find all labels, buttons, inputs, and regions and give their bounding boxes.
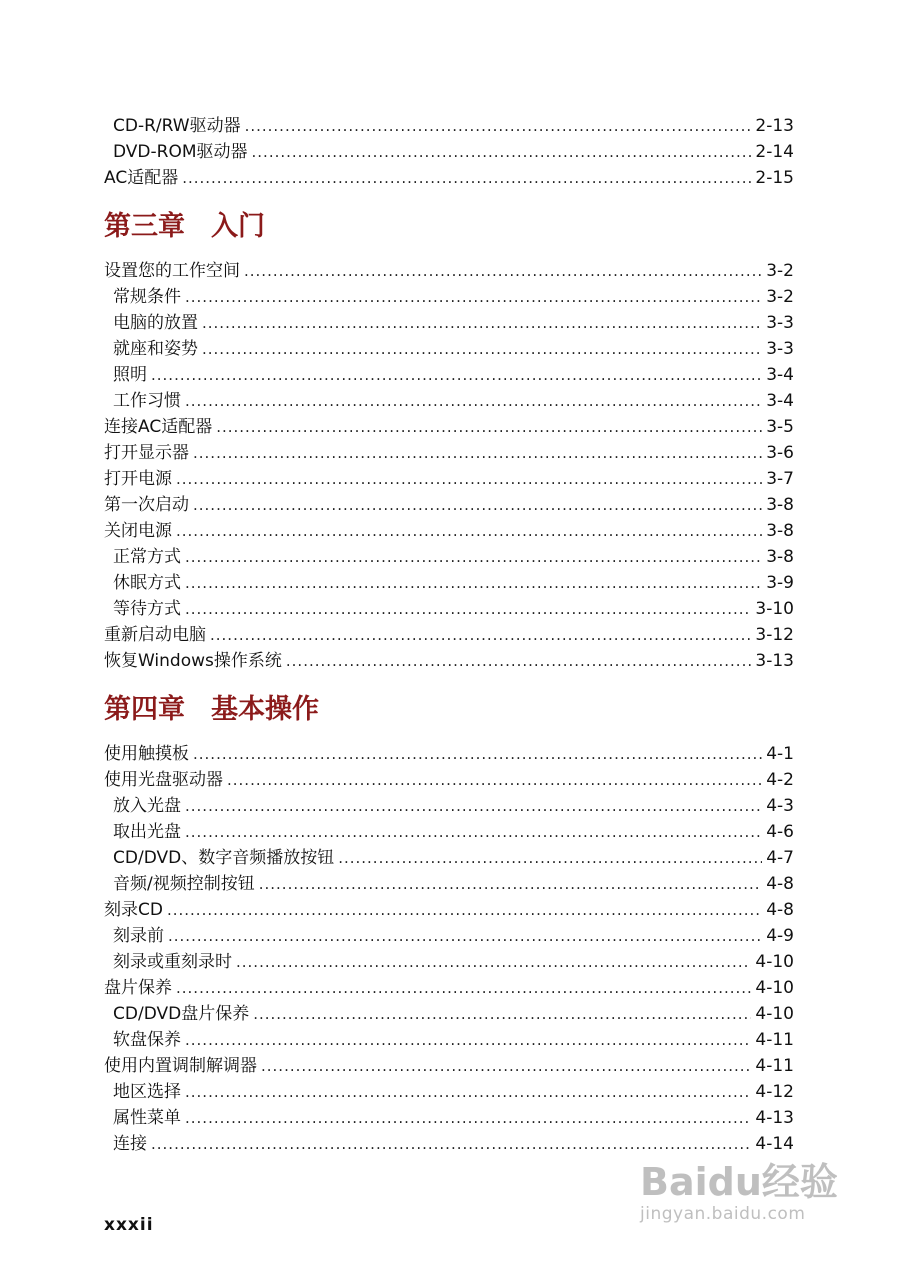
entry-page-number: 4-2 [766,770,794,790]
entry-page-number: 3-5 [766,417,794,437]
entry-label: 刻录前 [113,926,164,946]
dot-leader [176,518,762,544]
toc-entry[interactable] [104,897,794,923]
toc-subentry[interactable] [104,1079,794,1105]
entry-page-number: 4-8 [766,874,794,894]
dot-leader [259,871,762,897]
toc-subentry[interactable] [104,793,794,819]
toc-subentry[interactable] [104,139,794,165]
toc-entry[interactable] [104,622,794,648]
dot-leader [185,284,762,310]
entry-label: 等待方式 [113,599,181,619]
entry-label: 第一次启动 [104,495,189,515]
entry-label: 关闭电源 [104,521,172,541]
entry-label: 工作习惯 [113,391,181,411]
entry-page-number: 3-8 [766,547,794,567]
entry-page-number: 3-12 [755,625,794,645]
dot-leader [185,570,762,596]
toc-subentry[interactable] [104,544,794,570]
entry-page-number: 2-15 [755,168,794,188]
dot-leader [202,336,762,362]
dot-leader [193,492,762,518]
entry-label: 地区选择 [113,1082,181,1102]
entry-label: 连接 [113,1134,147,1154]
entry-label: 打开电源 [104,469,172,489]
toc-subentry[interactable] [104,923,794,949]
toc-subentry[interactable] [104,310,794,336]
toc-entry[interactable] [104,414,794,440]
entry-page-number: 4-10 [755,1004,794,1024]
entry-page-number: 4-11 [755,1056,794,1076]
entry-page-number: 3-10 [755,599,794,619]
entry-label: 正常方式 [113,547,181,567]
entry-page-number: 3-8 [766,521,794,541]
entry-label: 电脑的放置 [113,313,198,333]
entry-page-number: 3-2 [766,287,794,307]
entry-page-number: 3-7 [766,469,794,489]
chapter-heading [104,207,794,247]
dot-leader [210,622,751,648]
dot-leader [185,793,762,819]
dot-leader [185,1027,751,1053]
entry-label: AC适配器 [104,168,179,188]
toc-entry[interactable] [104,741,794,767]
entry-label: 连接AC适配器 [104,417,213,437]
toc-subentry[interactable] [104,1105,794,1131]
toc-subentry[interactable] [104,871,794,897]
entry-page-number: 3-9 [766,573,794,593]
entry-page-number: 3-4 [766,365,794,385]
entry-label: 取出光盘 [113,822,181,842]
entry-label: 常规条件 [113,287,181,307]
entry-label: 重新启动电脑 [104,625,206,645]
entry-label: CD/DVD盘片保养 [113,1004,250,1024]
toc-subentry[interactable] [104,819,794,845]
entry-label: 使用光盘驱动器 [104,770,223,790]
toc-subentry[interactable] [104,284,794,310]
entry-page-number: 4-11 [755,1030,794,1050]
dot-leader [151,1131,751,1157]
entry-label: 照明 [113,365,147,385]
entry-page-number: 2-14 [755,142,794,162]
toc-entry[interactable] [104,492,794,518]
toc-subentry[interactable] [104,336,794,362]
entry-page-number: 4-10 [755,952,794,972]
entry-page-number: 3-13 [755,651,794,671]
dot-leader [151,362,762,388]
dot-leader [261,1053,751,1079]
toc-entry[interactable] [104,975,794,1001]
toc-subentry[interactable] [104,1001,794,1027]
entry-label: 设置您的工作空间 [104,261,240,281]
dot-leader [286,648,752,674]
dot-leader [167,897,762,923]
toc-entry[interactable] [104,518,794,544]
watermark-logo: Baidu经验 [640,1160,838,1204]
toc-entry[interactable] [104,258,794,284]
entry-page-number: 4-14 [755,1134,794,1154]
entry-page-number: 3-3 [766,339,794,359]
dot-leader [253,1001,751,1027]
entry-page-number: 3-2 [766,261,794,281]
entry-page-number: 3-4 [766,391,794,411]
entry-page-number: 3-3 [766,313,794,333]
entry-label: 恢复Windows操作系统 [104,651,282,671]
watermark-url: jingyan.baidu.com [640,1204,806,1224]
entry-label: 属性菜单 [113,1108,181,1128]
dot-leader [193,741,762,767]
entry-label: 放入光盘 [113,796,181,816]
dot-leader [244,258,762,284]
dot-leader [193,440,762,466]
chapter-number: 第四章 [104,694,185,725]
entry-label: 就座和姿势 [113,339,198,359]
entry-page-number: 4-3 [766,796,794,816]
toc-subentry[interactable] [104,388,794,414]
toc-subentry[interactable] [104,845,794,871]
entry-label: 刻录CD [104,900,163,920]
entry-label: 刻录或重刻录时 [113,952,232,972]
dot-leader [185,819,762,845]
entry-page-number: 4-10 [755,978,794,998]
toc-entry[interactable] [104,648,794,674]
chapter-title: 基本操作 [211,694,319,725]
entry-page-number: 4-1 [766,744,794,764]
entry-page-number: 3-6 [766,443,794,463]
entry-label: 休眠方式 [113,573,181,593]
entry-page-number: 4-12 [755,1082,794,1102]
table-of-contents [104,113,794,1157]
dot-leader [338,845,762,871]
dot-leader [185,1105,751,1131]
toc-subentry[interactable] [104,1131,794,1157]
dot-leader [182,165,751,191]
toc-subentry[interactable] [104,362,794,388]
entry-page-number: 4-6 [766,822,794,842]
dot-leader [185,1079,751,1105]
dot-leader [176,466,762,492]
dot-leader [185,388,762,414]
entry-page-number: 4-13 [755,1108,794,1128]
entry-page-number: 4-8 [766,900,794,920]
entry-label: 使用内置调制解调器 [104,1056,257,1076]
dot-leader [245,113,752,139]
page-number: xxxii [104,1215,154,1235]
toc-entry[interactable] [104,767,794,793]
dot-leader [227,767,762,793]
dot-leader [185,544,762,570]
entry-page-number: 2-13 [755,116,794,136]
toc-subentry[interactable] [104,113,794,139]
entry-label: 盘片保养 [104,978,172,998]
toc-subentry[interactable] [104,570,794,596]
toc-subentry[interactable] [104,1027,794,1053]
entry-page-number: 4-7 [766,848,794,868]
entry-label: DVD-ROM驱动器 [113,142,248,162]
dot-leader [176,975,751,1001]
chapter-title: 入门 [211,211,265,242]
toc-subentry[interactable] [104,949,794,975]
dot-leader [216,414,762,440]
toc-entry[interactable] [104,440,794,466]
dot-leader [202,310,762,336]
dot-leader [236,949,751,975]
entry-page-number: 3-8 [766,495,794,515]
baidu-watermark [640,1160,850,1240]
entry-label: 打开显示器 [104,443,189,463]
chapter-number: 第三章 [104,211,185,242]
entry-label: CD/DVD、数字音频播放按钮 [113,848,335,868]
dot-leader [185,596,751,622]
toc-entry[interactable] [104,1053,794,1079]
chapter-heading [104,690,794,730]
dot-leader [252,139,752,165]
toc-subentry[interactable] [104,596,794,622]
entry-page-number: 4-9 [766,926,794,946]
toc-entry[interactable] [104,466,794,492]
entry-label: 软盘保养 [113,1030,181,1050]
entry-label: 音频/视频控制按钮 [113,874,255,894]
entry-label: CD-R/RW驱动器 [113,116,241,136]
toc-entry[interactable] [104,165,794,191]
dot-leader [168,923,762,949]
entry-label: 使用触摸板 [104,744,189,764]
